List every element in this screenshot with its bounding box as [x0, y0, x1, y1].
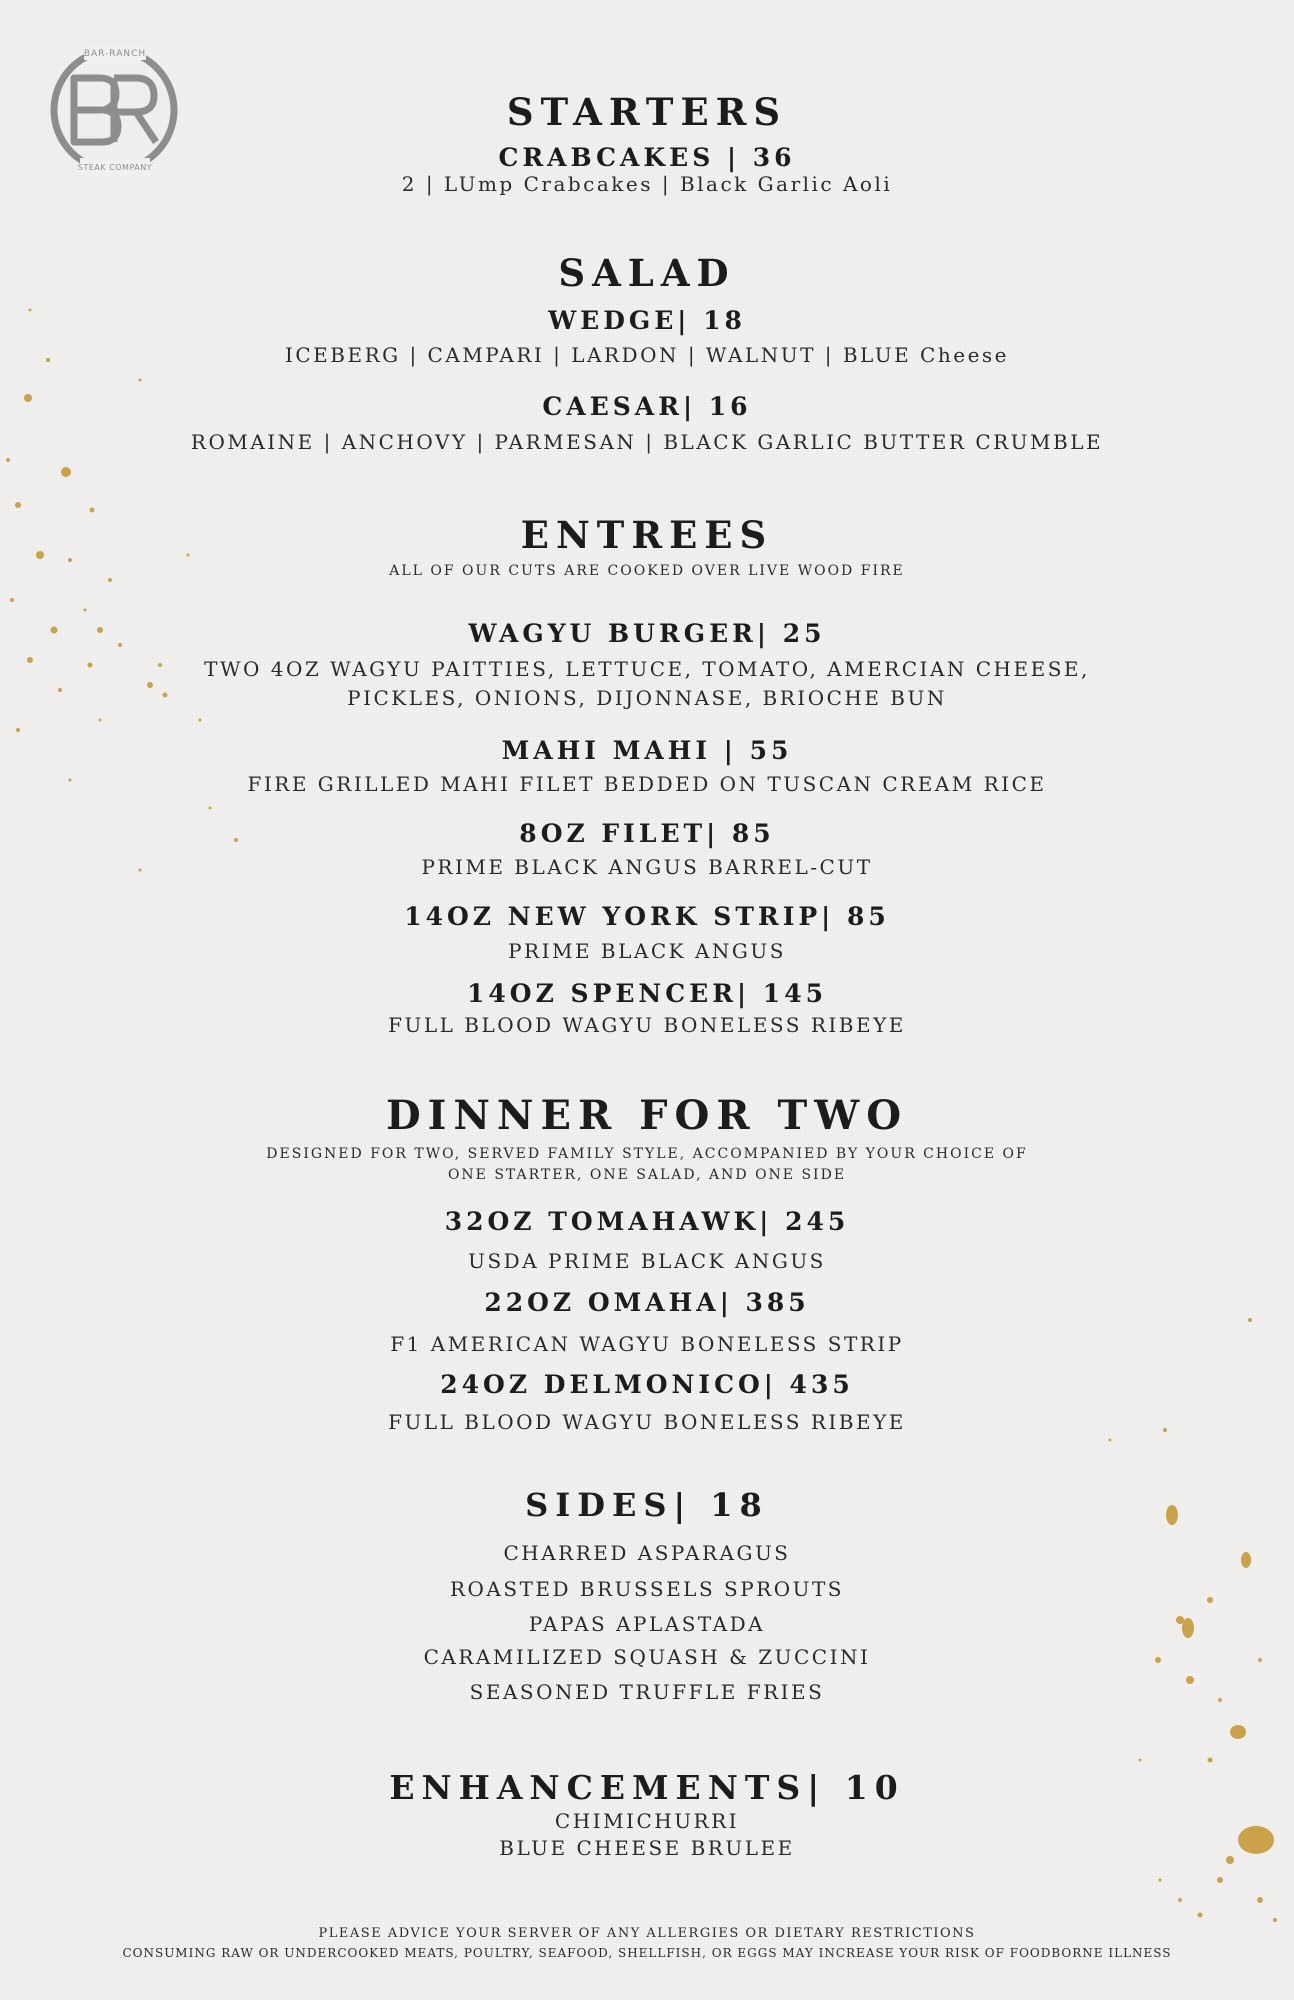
wedge-item-desc: ICEBERG | CAMPARI | LARDON | WALNUT | BLUE Cheese [284, 343, 1010, 367]
tomahawk-item-desc: USDA PRIME BLACK ANGUS [468, 1249, 826, 1273]
new-york-strip-item-name: 14OZ NEW YORK STRIP| 85 [404, 902, 890, 931]
side-item: SEASONED TRUFFLE FRIES [469, 1680, 825, 1704]
footer-allergy-note: PLEASE ADVICE YOUR SERVER OF ANY ALLERGIES OR DIETARY RESTRICTIONS [318, 1926, 976, 1941]
starters-heading: STARTERS [506, 90, 788, 134]
crabcakes-item-desc: 2 | LUmp Crabcakes | Black Garlic Aoli [401, 172, 893, 196]
spencer-item-name: 14OZ SPENCER| 145 [467, 979, 827, 1008]
entrees-note: ALL OF OUR CUTS ARE COOKED OVER LIVE WOOD FIRE [389, 563, 905, 579]
dinner-for-two-heading: DINNER FOR TWO [385, 1092, 909, 1139]
logo-bottom-text: STEAK COMPANY [77, 163, 153, 172]
mahi-mahi-item-desc: FIRE GRILLED MAHI FILET BEDDED ON TUSCAN CREAM RICE [247, 772, 1047, 796]
salad-heading: SALAD [558, 251, 736, 295]
delmonico-item-name: 24OZ DELMONICO| 435 [440, 1370, 854, 1399]
omaha-item-desc: F1 AMERICAN WAGYU BONELESS STRIP [390, 1332, 904, 1356]
filet-item-desc: PRIME BLACK ANGUS BARREL-CUT [421, 855, 873, 879]
wedge-item-name: WEDGE| 18 [548, 306, 746, 335]
wagyu-burger-item-name: WAGYU BURGER| 25 [468, 619, 826, 648]
logo-top-text: BAR-RANCH [83, 49, 147, 59]
caesar-item-desc: ROMAINE | ANCHOVY | PARMESAN | BLACK GARLIC BUTTER CRUMBLE [190, 430, 1104, 454]
tomahawk-item-name: 32OZ TOMAHAWK| 245 [444, 1207, 850, 1236]
dinner-for-two-note-line1: DESIGNED FOR TWO, SERVED FAMILY STYLE, ACCOMPANIED BY YOUR CHOICE OF [266, 1146, 1028, 1162]
dinner-for-two-note-line2: ONE STARTER, ONE SALAD, AND ONE SIDE [447, 1167, 847, 1183]
sides-heading: SIDES| 18 [525, 1486, 769, 1524]
wagyu-burger-item-desc-line2: PICKLES, ONIONS, DIJONNASE, BRIOCHE BUN [347, 686, 947, 710]
side-item: PAPAS APLASTADA [528, 1612, 766, 1636]
enhancement-item: CHIMICHURRI [554, 1809, 740, 1833]
wagyu-burger-item-desc-line1: TWO 4OZ WAGYU PAITTIES, LETTUCE, TOMATO, AMERCIAN CHEESE, [204, 657, 1090, 681]
enhancement-item: BLUE CHEESE BRULEE [499, 1836, 795, 1860]
caesar-item-name: CAESAR| 16 [542, 392, 752, 421]
delmonico-item-desc: FULL BLOOD WAGYU BONELESS RIBEYE [388, 1410, 906, 1434]
mahi-mahi-item-name: MAHI MAHI | 55 [501, 736, 793, 765]
side-item: CARAMILIZED SQUASH & ZUCCINI [423, 1645, 871, 1669]
omaha-item-name: 22OZ OMAHA| 385 [484, 1288, 810, 1317]
new-york-strip-item-desc: PRIME BLACK ANGUS [508, 939, 786, 963]
side-item: CHARRED ASPARAGUS [503, 1541, 791, 1565]
filet-item-name: 8OZ FILET| 85 [519, 819, 775, 848]
spencer-item-desc: FULL BLOOD WAGYU BONELESS RIBEYE [388, 1013, 906, 1037]
enhancements-heading: ENHANCEMENTS| 10 [389, 1768, 905, 1807]
entrees-heading: ENTREES [520, 513, 774, 557]
crabcakes-item-name: CRABCAKES | 36 [498, 143, 796, 172]
footer-health-warning: CONSUMING RAW OR UNDERCOOKED MEATS, POULTRY, SEAFOOD, SHELLFISH, OR EGGS MAY INCREASE YOUR RISK OF FOODBORNE ILLNESS [122, 1946, 1172, 1960]
side-item: ROASTED BRUSSELS SPROUTS [449, 1577, 845, 1601]
